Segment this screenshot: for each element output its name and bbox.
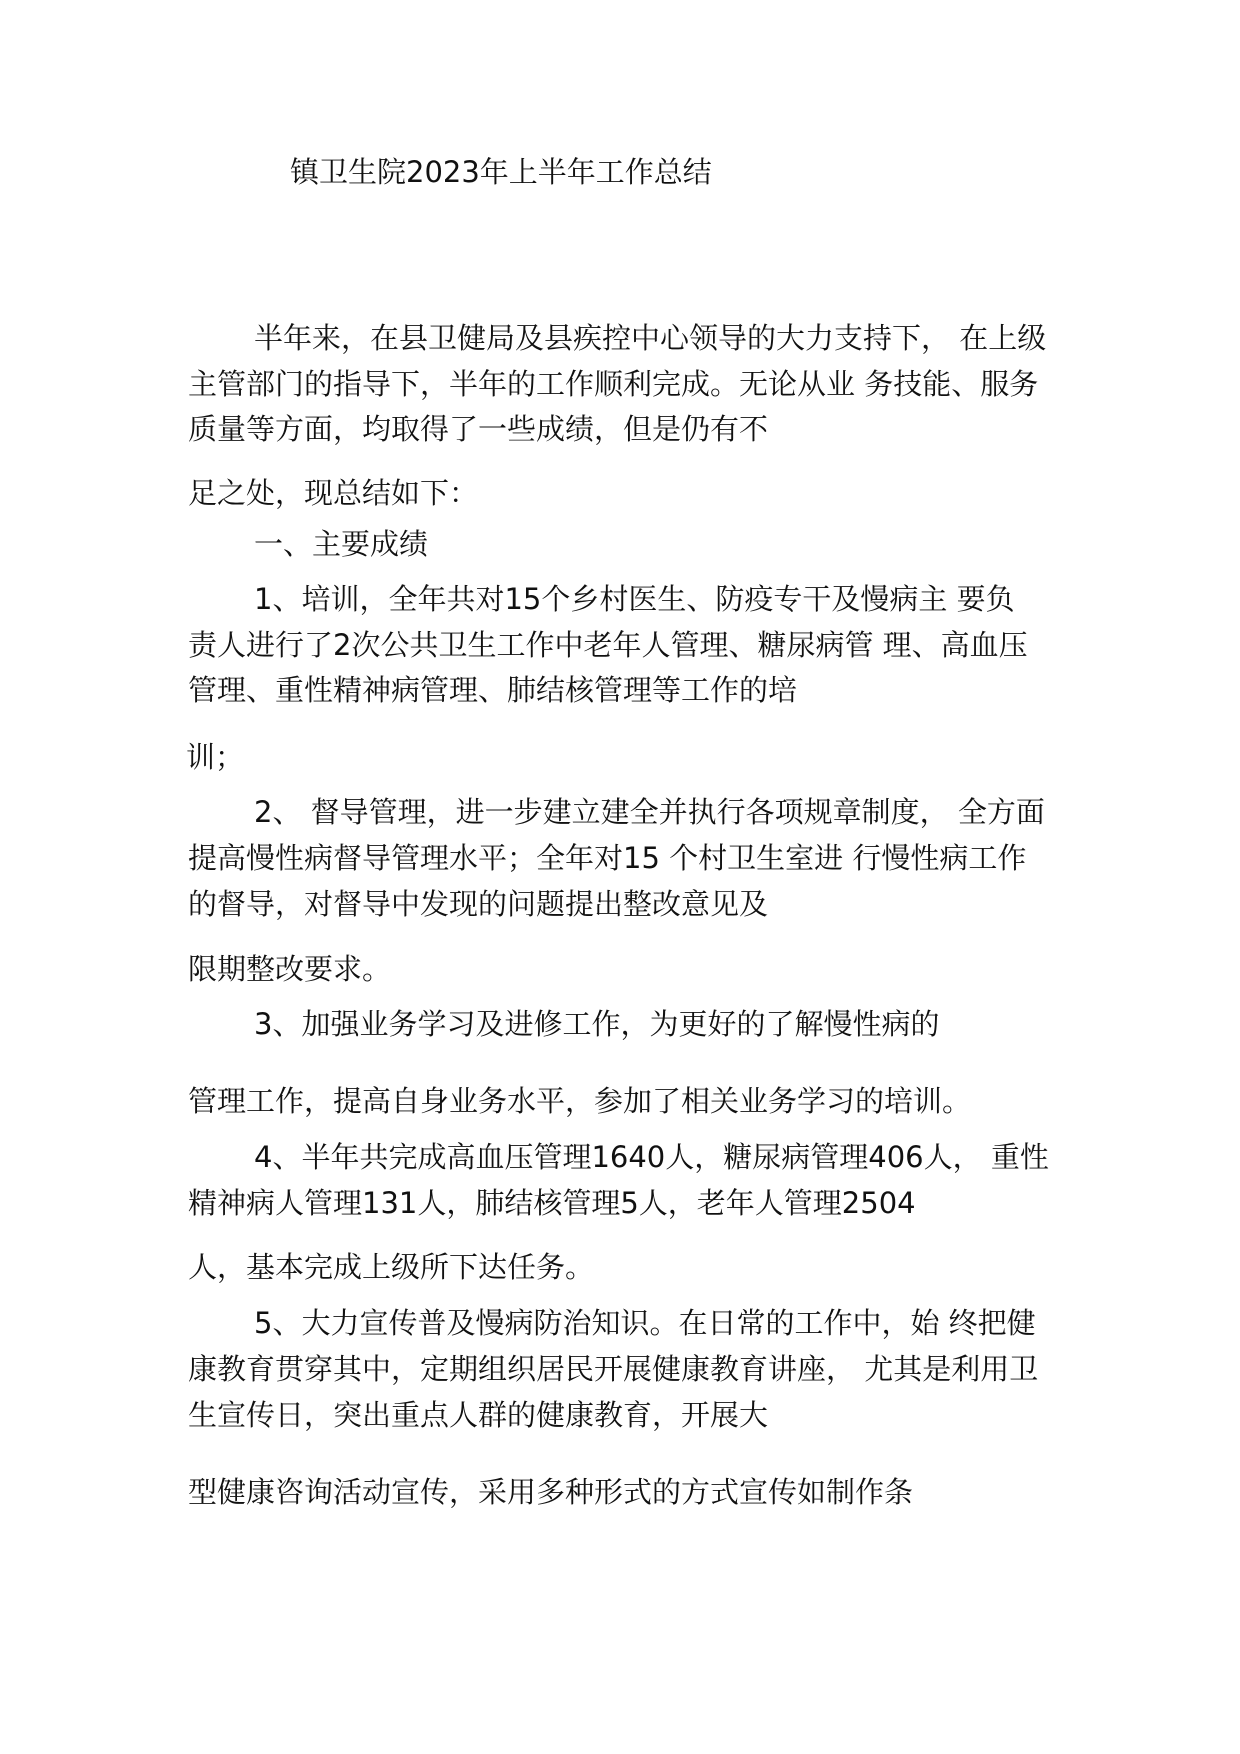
paragraph-line: 型健康咨询活动宣传，采用多种形式的方式宣传如制作条: [188, 1475, 914, 1509]
paragraph-line: 5、大力宣传普及慢病防治知识。在日常的工作中，始 终把健: [254, 1306, 1036, 1340]
paragraph-line: 管理、重性精神病管理、肺结核管理等工作的培: [188, 673, 798, 707]
document-title: 镇卫生院2023年上半年工作总结: [290, 155, 712, 189]
paragraph-line: 精神病人管理131人，肺结核管理5人，老年人管理2504: [188, 1186, 916, 1220]
paragraph-line: 2、 督导管理，进一步建立建全并执行各项规章制度， 全方面: [254, 795, 1045, 829]
paragraph-line: 人，基本完成上级所下达任务。: [188, 1250, 595, 1284]
paragraph-line: 3、加强业务学习及进修工作，为更好的了解慢性病的: [254, 1007, 940, 1041]
paragraph-line: 的督导，对督导中发现的问题提出整改意见及: [188, 887, 769, 921]
paragraph-line: 生宣传日，突出重点人群的健康教育，开展大: [188, 1398, 769, 1432]
paragraph-line: 训；: [186, 740, 245, 774]
paragraph-line: 主管部门的指导下，半年的工作顺利完成。无论从业 务技能、服务: [188, 367, 1039, 401]
paragraph-line: 足之处，现总结如下：: [188, 476, 479, 510]
section-heading: 一、主要成绩: [254, 527, 429, 561]
paragraph-line: 质量等方面，均取得了一些成绩，但是仍有不: [188, 412, 769, 446]
paragraph-line: 管理工作，提高自身业务水平，参加了相关业务学习的培训。: [188, 1084, 972, 1118]
paragraph-line: 康教育贯穿其中，定期组织居民开展健康教育讲座， 尤其是利用卫: [188, 1352, 1039, 1386]
paragraph-line: 4、半年共完成高血压管理1640人，糖尿病管理406人， 重性: [254, 1140, 1049, 1174]
paragraph-line: 提高慢性病督导管理水平；全年对15 个村卫生室进 行慢性病工作: [188, 841, 1027, 875]
paragraph-line: 责人进行了2次公共卫生工作中老年人管理、糖尿病管 理、高血压: [188, 628, 1028, 662]
paragraph-line: 1、培训，全年共对15个乡村医生、防疫专干及慢病主 要负: [254, 582, 1015, 616]
paragraph-line: 半年来，在县卫健局及县疾控中心领导的大力支持下， 在上级: [254, 321, 1047, 355]
paragraph-line: 限期整改要求。: [188, 952, 392, 986]
